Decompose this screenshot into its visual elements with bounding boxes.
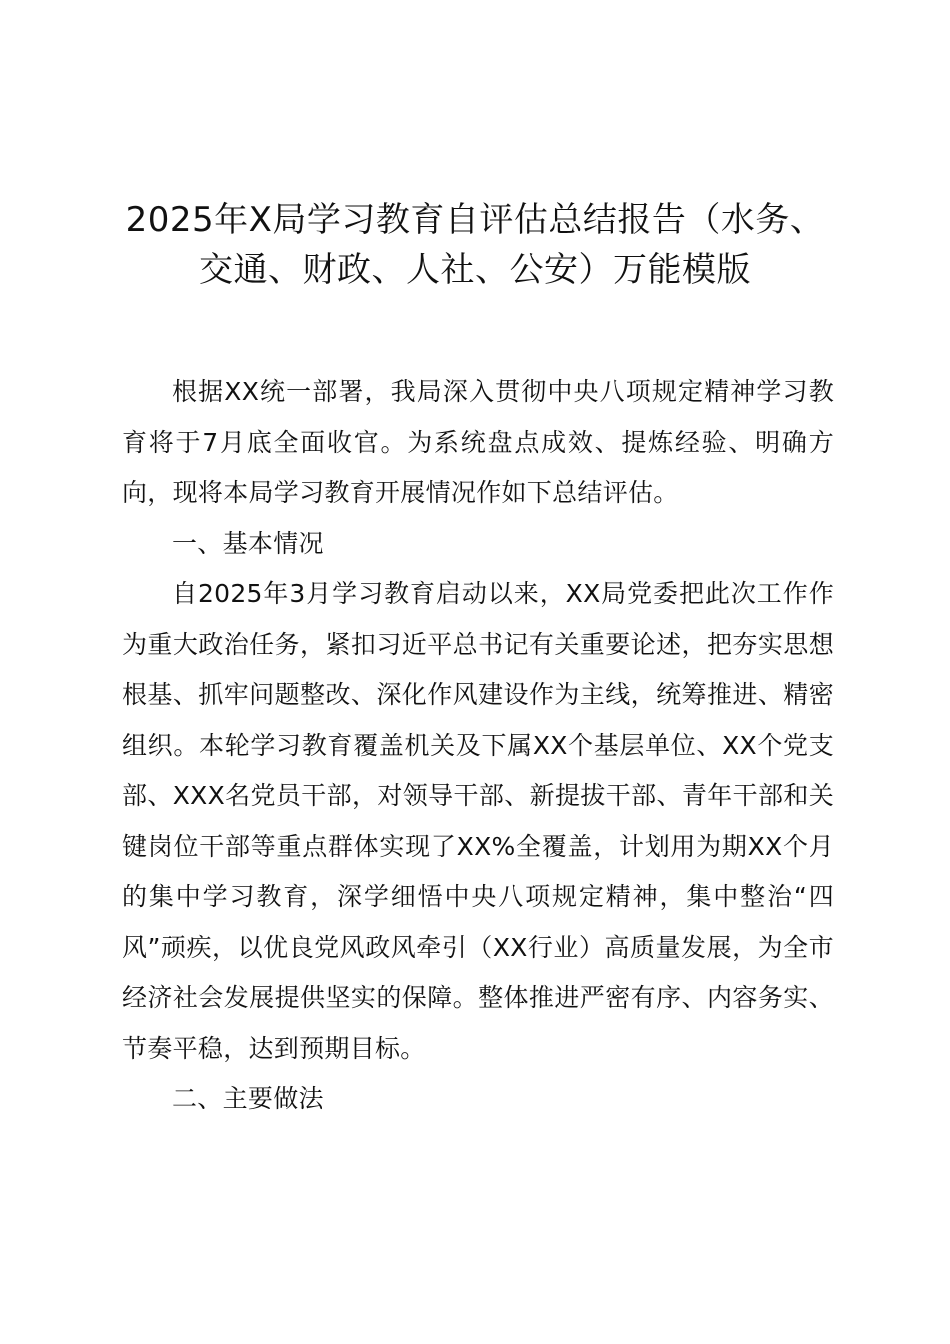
document-title	[120, 195, 830, 295]
document-body	[122, 367, 834, 1125]
section-heading-basic-situation: 一、基本情况	[172, 528, 324, 558]
title-line-2: 交通、财政、人社、公安）万能模版	[199, 250, 751, 290]
basic-situation-paragraph: 自2025年3月学习教育启动以来，XX局党委把此次工作作为重大政治任务，紧扣习近平总书记有关重要论述，把夯实思想根基、抓牢问题整改、深化作风建设作为主线，统筹推进、精密组织。本轮学习教育覆盖机关及下属XX个基层单位、XX个党支部、XXX名党员干部，对领导干部、新提拔干部、青年干部和关键岗位干部等重点群体实现了XX%全覆盖，计划用为期XX个月的集中学习教育，深学细悟中央八项规定精神，集中整治“四风”顽疾，以优良党风政风牵引（XX行业）高质量发展，为全市经济社会发展提供坚实的保障。整体推进严密有序、内容务实、节奏平稳，达到预期目标。	[122, 579, 834, 1063]
section-heading-main-practices: 二、主要做法	[172, 1084, 324, 1113]
intro-paragraph: 根据XX统一部署，我局深入贯彻中央八项规定精神学习教育将于7月底全面收官。为系统盘点成效、提炼经验、明确方向，现将本局学习教育开展情况作如下总结评估。	[122, 377, 834, 507]
title-line-1: 2025年X局学习教育自评估总结报告（水务、	[125, 200, 825, 240]
